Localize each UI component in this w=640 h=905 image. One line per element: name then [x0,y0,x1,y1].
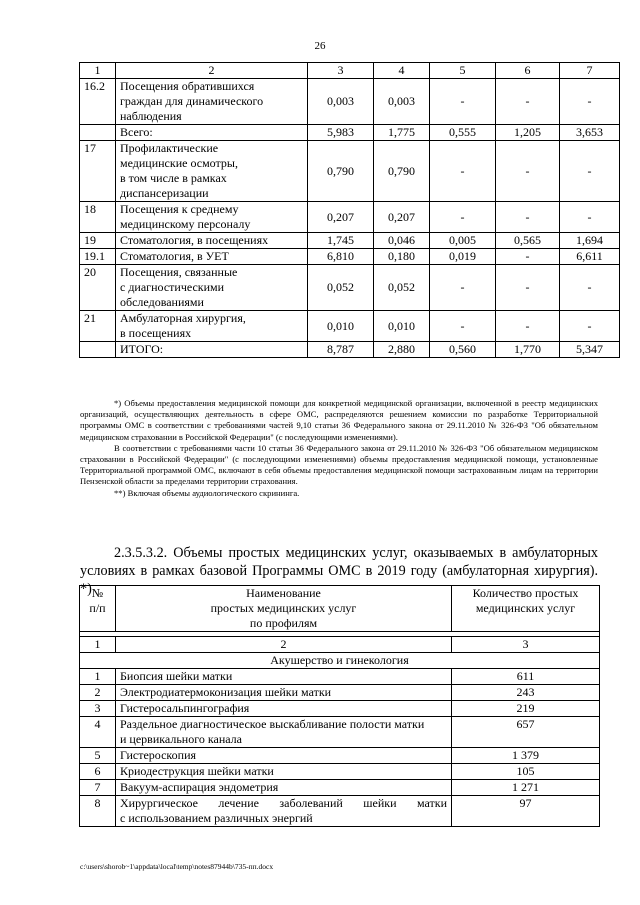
value-cell: 6,810 [308,249,374,265]
footnotes [80,398,598,499]
value-cell: 0,790 [308,141,374,202]
value-cell: 0,560 [430,342,496,358]
value-cell: - [560,311,620,342]
header-cell: 5 [430,63,496,79]
page-number: 26 [314,40,326,52]
row-name [116,125,308,141]
cell-line: и цервикального канала [120,732,242,746]
cell-line: диспансеризации [120,186,209,200]
cell-line: Амбулаторная хирургия, [120,311,246,325]
footnote-2: В соответствии с требованиями части 10 статьи 36 Федерального закона от 29.11.2010 № 326-ФЗ "Об обязательном медицинском страховании в Российской Федерации" (с последующими изменениями) объемы предоставления медицинской помощи, установленные Территориальной программой ОМС, включают в себя объемы предоставления медицинской помощи застрахованным лицам на территории Пензенской области за пределами территории страхования. [80,442,598,487]
header-cell [116,586,452,632]
value-cell: 0,010 [308,311,374,342]
value-cell: 1,745 [308,233,374,249]
cell-line: в том числе в рамках [120,171,227,185]
column-numbering-row [80,637,600,653]
row-number: 2 [80,685,116,701]
quantity-cell: 219 [452,701,600,717]
cell-line: с диагностическими [120,280,225,294]
quantity-cell: 1 379 [452,748,600,764]
quantity-cell: 97 [452,796,600,827]
value-cell: - [560,141,620,202]
header-cell [452,586,600,632]
section-title: Акушерство и гинекология [80,653,600,669]
row-name [116,780,452,796]
cell-line: Биопсия шейки матки [120,669,233,683]
row-name [116,342,308,358]
row-number: 19.1 [80,249,116,265]
table-row [80,669,600,685]
value-cell: 1,775 [374,125,430,141]
value-cell: - [496,249,560,265]
value-cell: - [560,79,620,125]
section-heading: 2.3.5.3.2. Объемы простых медицинских услуг, оказываемых в амбулаторных условиях в рамках базовой Программы ОМС в 2019 году (амбулаторная хирургия). *) [80,545,598,597]
cell-line: по профилям [249,616,318,630]
row-number: 1 [80,669,116,685]
value-cell: - [496,79,560,125]
value-cell: - [496,265,560,311]
row-number: 8 [80,796,116,827]
table-row [80,249,620,265]
value-cell: 0,046 [374,233,430,249]
value-cell: - [430,79,496,125]
table-row [80,796,600,827]
value-cell: 0,052 [308,265,374,311]
footer-path: c:\users\shorob~1\appdata\local\temp\notes87944b\735-пп.docx [80,862,274,871]
quantity-cell: 105 [452,764,600,780]
value-cell: 5,347 [560,342,620,358]
cell-line: Хирургическое лечение заболеваний шейки матки [120,796,447,810]
table-row [80,701,600,717]
cell-line: медицинскому персоналу [120,217,251,231]
value-cell: 0,019 [430,249,496,265]
row-number: 4 [80,717,116,748]
row-number: 3 [80,701,116,717]
table-header-row [80,63,620,79]
row-name [116,311,308,342]
row-number [80,125,116,141]
table-row [80,79,620,125]
value-cell: 0,555 [430,125,496,141]
table-header-row [80,586,600,632]
table-row [80,748,600,764]
cell-line: обследованиями [120,295,204,309]
value-cell: 1,770 [496,342,560,358]
row-number [80,342,116,358]
value-cell: - [496,311,560,342]
numbering-cell: 2 [116,637,452,653]
row-number: 19 [80,233,116,249]
table-row [80,342,620,358]
value-cell: 0,180 [374,249,430,265]
cell-line: ИТОГО: [120,342,164,356]
value-cell: 0,207 [308,202,374,233]
value-cell: 0,790 [374,141,430,202]
cell-line: медицинские осмотры, [120,156,238,170]
row-number: 7 [80,780,116,796]
value-cell: 1,694 [560,233,620,249]
value-cell: 5,983 [308,125,374,141]
cell-line: Посещения обратившихся [120,79,255,93]
row-name [116,685,452,701]
cell-line: Посещения к среднему [120,202,239,216]
simple-services-table [79,585,600,827]
row-name [116,265,308,311]
value-cell: 0,010 [374,311,430,342]
value-cell: 0,003 [374,79,430,125]
row-name [116,764,452,780]
header-cell [80,586,116,632]
value-cell: 0,207 [374,202,430,233]
table-row [80,780,600,796]
volumes-table [79,62,620,358]
cell-line: Стоматология, в посещениях [120,233,269,247]
row-name [116,79,308,125]
cell-line: граждан для динамического [120,94,264,108]
footnote-3: **) Включая объемы аудиологического скрининга. [114,487,300,498]
cell-line: Криодеструкция шейки матки [120,764,274,778]
value-cell: 3,653 [560,125,620,141]
table-row [80,764,600,780]
value-cell: 0,003 [308,79,374,125]
cell-line: Электродиатермоконизация шейки матки [120,685,332,699]
header-cell: 6 [496,63,560,79]
section-row [80,653,600,669]
quantity-cell: 243 [452,685,600,701]
row-name [116,202,308,233]
value-cell: 6,611 [560,249,620,265]
table-row [80,265,620,311]
value-cell: - [560,202,620,233]
row-name [116,233,308,249]
cell-line: Всего: [120,125,153,139]
cell-line: № [91,586,104,600]
value-cell: 1,205 [496,125,560,141]
row-name [116,669,452,685]
value-cell: - [430,265,496,311]
cell-line: Профилактические [120,141,219,155]
cell-line: Вакуум-аспирация эндометрия [120,780,279,794]
header-cell: 4 [374,63,430,79]
numbering-cell: 1 [80,637,116,653]
row-name [116,701,452,717]
header-cell: 1 [80,63,116,79]
value-cell: 0,005 [430,233,496,249]
header-cell: 2 [116,63,308,79]
value-cell: - [496,141,560,202]
row-number: 18 [80,202,116,233]
table-row [80,233,620,249]
row-number: 5 [80,748,116,764]
table-row [80,685,600,701]
value-cell: 0,565 [496,233,560,249]
row-name [116,796,452,827]
cell-line: Раздельное диагностическое выскабливание полости матки [120,717,425,731]
cell-line: Посещения, связанные [120,265,238,279]
value-cell: 8,787 [308,342,374,358]
header-cell: 7 [560,63,620,79]
cell-line: медицинских услуг [475,601,576,615]
row-number: 21 [80,311,116,342]
cell-line: в посещениях [120,326,192,340]
footnote-1: *) Объемы предоставления медицинской помощи для конкретной медицинской организации, включенной в реестр медицинских организаций, осуществляющих деятельность в сфере ОМС, распределяются решением комиссии по разработке Территориальной программы ОМС в соответствии с требованиями частей 9,10 статьи 36 Федерального закона от 29.11.2010 № 326-ФЗ "Об обязательном медицинском страховании в Российской Федерации" (с последующими изменениями). [80,398,598,442]
table-row [80,311,620,342]
value-cell: - [430,141,496,202]
table-row [80,125,620,141]
table-row [80,202,620,233]
quantity-cell: 611 [452,669,600,685]
cell-line: Гистероскопия [120,748,197,762]
row-number: 17 [80,141,116,202]
row-name [116,717,452,748]
value-cell: - [496,202,560,233]
header-cell: 3 [308,63,374,79]
row-number: 6 [80,764,116,780]
cell-line: Стоматология, в УЕТ [120,249,229,263]
value-cell: - [430,202,496,233]
value-cell: 0,052 [374,265,430,311]
value-cell: 2,880 [374,342,430,358]
cell-line: Количество простых [472,586,579,600]
cell-line: с использованием различных энергий [120,811,313,825]
cell-line: Наименование [246,586,321,600]
value-cell: - [430,311,496,342]
row-name [116,249,308,265]
quantity-cell: 657 [452,717,600,748]
table-row [80,717,600,748]
cell-line: п/п [89,601,106,615]
row-number: 16.2 [80,79,116,125]
table-row [80,141,620,202]
row-name [116,748,452,764]
cell-line: простых медицинских услуг [210,601,357,615]
cell-line: Гистеросальпингография [120,701,250,715]
row-name [116,141,308,202]
row-number: 20 [80,265,116,311]
value-cell: - [560,265,620,311]
cell-line: наблюдения [120,109,182,123]
quantity-cell: 1 271 [452,780,600,796]
numbering-cell: 3 [452,637,600,653]
